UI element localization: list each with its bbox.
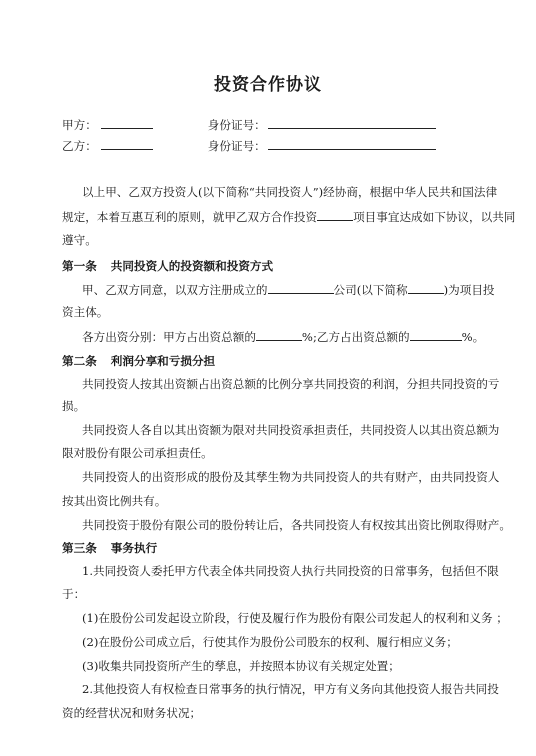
article-2-p4: 共同投资于股份有限公司的股份转让后，各共同投资人有权按其出资比例取得财产。 [82,518,511,532]
article-3-p1-line-1: 1.共同投资人委托甲方代表全体共同投资人执行共同投资的日常事务，包括但不限 [82,564,499,578]
party-a-row [62,117,436,132]
article-2-p3-line-2: 按其出资比例共有。 [62,494,167,508]
article-3-heading [62,541,157,555]
document-title: 投资合作协议 [214,75,322,95]
article-1-p2-part-a: 各方出资分别：甲方占出资总额的 [82,330,256,344]
article-1-p1-line-1 [82,282,495,297]
article-3-item-2: (2)在股份公司成立后，行使其作为股份公司股东的权利、履行相应义务； [82,635,458,649]
party-b-row [62,138,436,153]
party-b-label: 乙方： [62,139,97,153]
intro-line-2-part-b: 项目事宜达成如下协议，以共同 [353,210,516,224]
article-1-number: 第一条 [62,259,97,273]
party-b-share-field[interactable] [410,329,462,341]
party-b-id-label: 身份证号： [207,139,266,153]
article-1-heading [62,259,273,273]
intro-line-1: 以上甲、乙双方投资人(以下简称“共同投资人”)经协商，根据中华人民共和国法律 [82,185,498,199]
article-1-p1-line-2: 资主体。 [62,305,109,319]
article-3-p1-line-2: 于： [62,587,86,601]
intro-line-2 [62,209,515,224]
party-a-id-label: 身份证号： [207,118,266,132]
intro-line-3: 遵守。 [62,233,97,247]
article-1-p1-part-a: 甲、乙双方同意，以双方注册成立的 [82,283,268,297]
intro-line-2-part-a: 规定，本着互惠互利的原则，就甲乙双方合作投资 [62,210,318,224]
article-1-title: 共同投资人的投资额和投资方式 [110,259,274,273]
article-1-p1-part-b: 公司(以下简称 [333,283,408,297]
company-short-name-field[interactable] [408,282,444,294]
party-a-name-field[interactable] [101,117,153,129]
article-1-p2 [82,329,484,344]
party-b-name-field[interactable] [101,138,153,150]
article-2-heading [62,354,215,368]
article-2-number: 第二条 [62,354,97,368]
article-2-title: 利润分享和亏损分担 [110,354,216,368]
project-name-field[interactable] [317,209,353,221]
article-1-p2-part-c: %。 [461,330,485,344]
article-2-p2-line-1: 共同投资人各自以其出资额为限对共同投资承担责任，共同投资人以其出资总额为 [82,423,500,437]
article-2-p1-line-1: 共同投资人按其出资额占出资总额的比例分享共同投资的利润，分担共同投资的亏 [82,377,500,391]
company-name-field[interactable] [268,282,334,294]
article-2-p2-line-2: 限对股份有限公司承担责任。 [62,446,213,460]
article-2-p3-line-1: 共同投资人的出资形成的股份及其孳生物为共同投资人的共有财产，由共同投资人 [82,470,500,484]
party-a-share-field[interactable] [256,329,302,341]
article-3-item-1: (1)在股份公司发起设立阶段，行使及履行作为股份有限公司发起人的权利和义务 ； [82,611,508,625]
article-1-p1-part-c: )为项目投 [443,283,495,297]
article-3-item-3: (3)收集共同投资所产生的孳息，并按照本协议有关规定处置； [82,659,400,673]
article-3-number: 第三条 [62,541,97,555]
party-a-id-field[interactable] [268,117,436,129]
article-2-p1-line-2: 损。 [62,399,86,413]
article-1-p2-part-b: %;乙方占出资总额的 [301,330,410,344]
article-3-title: 事务执行 [110,541,158,555]
article-3-p2-line-1: 2.其他投资人有权检查日常事务的执行情况，甲方有义务向其他投资人报告共同投 [82,682,499,696]
article-3-p2-line-2: 资的经营状况和财务状况； [62,706,202,720]
party-a-label: 甲方： [62,118,97,132]
party-b-id-field[interactable] [268,138,436,150]
